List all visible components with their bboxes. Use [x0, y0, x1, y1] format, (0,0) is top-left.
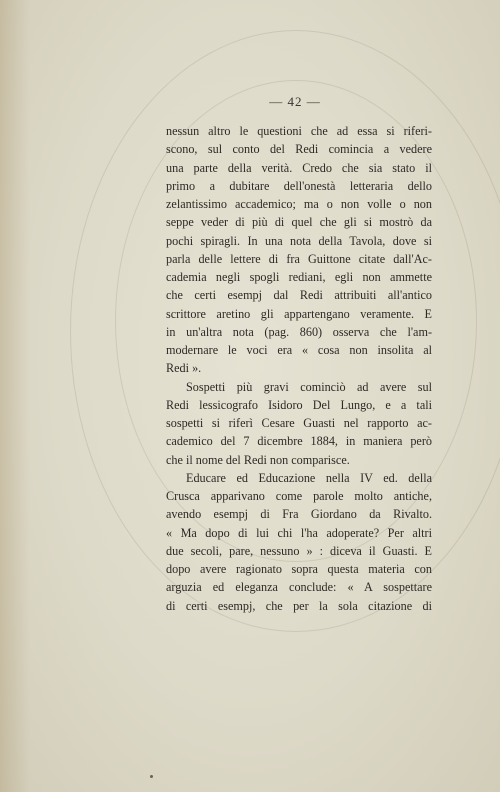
- ink-speck: [150, 775, 153, 778]
- text-line: pochi spiragli. In una nota della Tavola, dove si: [166, 233, 432, 248]
- text-line: arguzia ed eleganza conclude: « A sospettare: [166, 580, 432, 595]
- text-line: Redi lessicografo Isidoro Del Lungo, e a tali: [166, 397, 432, 412]
- text-line: parla delle lettere di fra Guittone citate dall'Ac-: [166, 251, 432, 266]
- text-line: Redi ».: [166, 361, 202, 376]
- page-edge-stain: [0, 0, 30, 792]
- text-line: che certi esempj dal Redi attribuiti all'antico: [166, 288, 432, 303]
- text-line: « Ma dopo di lui chi l'ha adoperate? Per altri: [166, 525, 432, 540]
- text-line: dopo avere ragionato sopra questa materia con: [166, 562, 432, 576]
- text-line: primo a dubitare dell'onestà letteraria dello: [166, 178, 432, 193]
- body-text: [166, 122, 432, 615]
- text-line: sospetti si riferì Cesare Guasti nel rapporto ac-: [166, 416, 432, 430]
- text-line: scrittore aretino gli appartengano veramente. E: [166, 306, 432, 321]
- text-line: seppe veder di più di quel che gli si mostrò da: [166, 215, 432, 230]
- text-line: nessun altro le questioni che ad essa si riferi-: [166, 124, 432, 138]
- text-line: in un'altra nota (pag. 860) osserva che l'am-: [166, 324, 432, 339]
- text-line: Educare ed Educazione nella IV ed. della: [186, 470, 432, 485]
- text-line: Crusca apparivano come parole molto antiche,: [166, 489, 432, 503]
- text-line: cademia negli spogli rediani, egli non ammette: [166, 270, 432, 284]
- text-line: una parte della verità. Credo che sia stato il: [166, 160, 432, 175]
- text-line: modernare le voci era « cosa non insolita al: [166, 343, 432, 357]
- text-line: Sospetti più gravi cominciò ad avere sul: [186, 379, 432, 394]
- text-line: zelantissimo accademico; ma o non volle o non: [166, 197, 432, 211]
- text-line: cademico del 7 dicembre 1884, in maniera però: [166, 434, 432, 449]
- page-number: — 42 —: [269, 94, 321, 109]
- text-line: che il nome del Redi non comparisce.: [166, 452, 350, 467]
- text-line: due secoli, pare, nessuno » : diceva il Guasti. E: [166, 543, 432, 558]
- text-line: avendo esempj di Fra Giordano da Rivalto.: [166, 507, 432, 522]
- text-line: di certi esempj, che per la sola citazione di: [166, 598, 432, 613]
- text-line: scono, sul conto del Redi comincia a vedere: [166, 142, 432, 157]
